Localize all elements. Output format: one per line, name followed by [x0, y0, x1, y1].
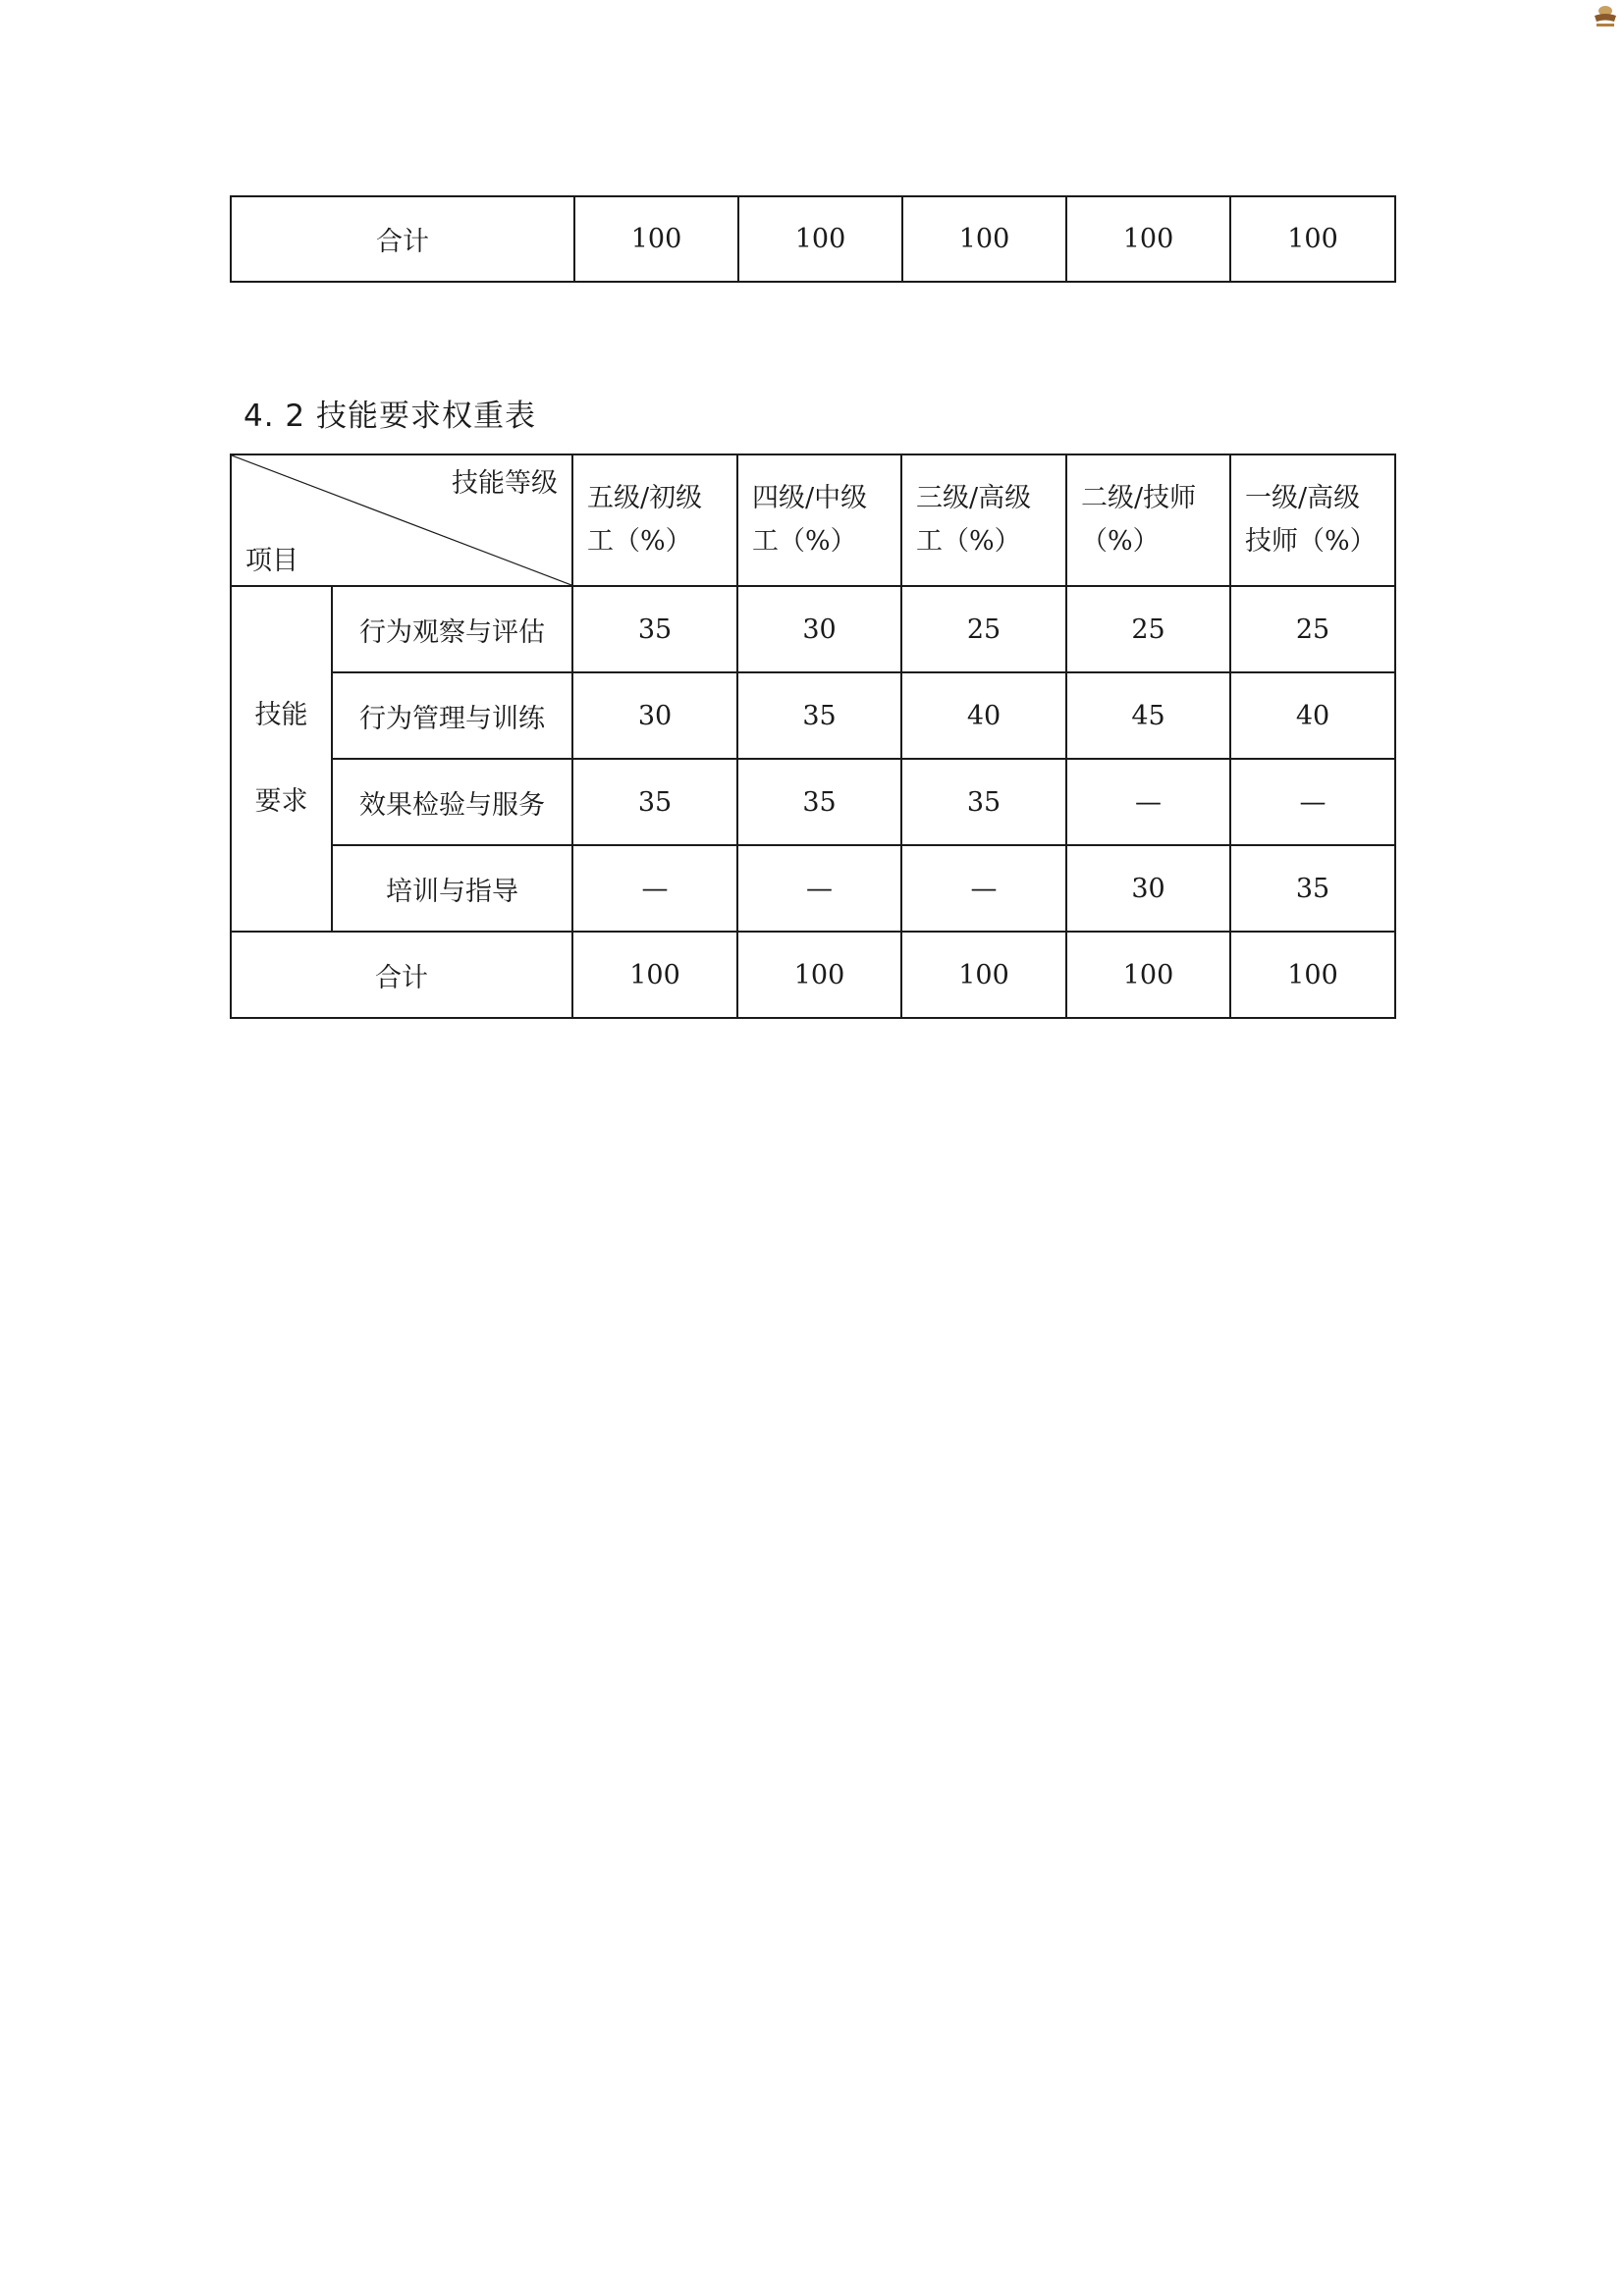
table-cell: 35	[572, 586, 737, 672]
table-cell: 25	[901, 586, 1066, 672]
total-value: 100	[737, 932, 901, 1018]
total-value: 100	[574, 196, 738, 282]
level-header-line: （%）	[1081, 526, 1160, 557]
level-header	[737, 454, 901, 586]
table-row	[231, 759, 1395, 845]
table-cell: 25	[1066, 586, 1230, 672]
total-row	[231, 932, 1395, 1018]
corner-bottom-label: 项目	[245, 546, 298, 576]
row-label: 培训与指导	[332, 845, 572, 932]
total-value: 100	[1066, 196, 1230, 282]
total-value: 100	[902, 196, 1066, 282]
total-row	[231, 196, 1395, 282]
table-cell: 35	[737, 759, 901, 845]
corner-header-cell	[231, 454, 572, 586]
table-row	[231, 845, 1395, 932]
table-row	[231, 586, 1395, 672]
row-label: 行为观察与评估	[332, 586, 572, 672]
table-cell: —	[572, 845, 737, 932]
table-cell: —	[901, 845, 1066, 932]
table-cell: —	[1066, 759, 1230, 845]
skill-weight-table	[230, 454, 1396, 1019]
section-title: 4. 2 技能要求权重表	[244, 399, 537, 434]
table-cell: 30	[572, 672, 737, 759]
level-header	[1066, 454, 1230, 586]
level-header-line: 三级/高级	[916, 483, 1032, 513]
corner-top-label: 技能等级	[452, 468, 558, 499]
table-cell: 30	[737, 586, 901, 672]
level-header	[572, 454, 737, 586]
level-header-line: 工（%）	[916, 526, 1021, 557]
table-row	[231, 672, 1395, 759]
table-cell: 35	[1230, 845, 1395, 932]
category-label: 要求	[254, 786, 308, 817]
row-label: 效果检验与服务	[332, 759, 572, 845]
header-row	[231, 454, 1395, 586]
previous-weight-table-total	[230, 195, 1396, 283]
total-value: 100	[1066, 932, 1230, 1018]
level-header	[1230, 454, 1395, 586]
table-cell: 30	[1066, 845, 1230, 932]
total-value: 100	[738, 196, 902, 282]
table-cell: 35	[572, 759, 737, 845]
table-cell: 45	[1066, 672, 1230, 759]
level-header-line: 一级/高级	[1245, 483, 1361, 513]
table-cell: 35	[901, 759, 1066, 845]
total-label: 合计	[231, 196, 574, 282]
level-header-line: 四级/中级	[752, 483, 868, 513]
row-label: 行为管理与训练	[332, 672, 572, 759]
table-cell: —	[737, 845, 901, 932]
total-value: 100	[1230, 196, 1395, 282]
table-cell: 35	[737, 672, 901, 759]
level-header-line: 工（%）	[752, 526, 857, 557]
total-value: 100	[901, 932, 1066, 1018]
level-header	[901, 454, 1066, 586]
category-label: 技能	[254, 700, 308, 730]
table-cell: 25	[1230, 586, 1395, 672]
total-value: 100	[1230, 932, 1395, 1018]
total-value: 100	[572, 932, 737, 1018]
total-label: 合计	[231, 932, 572, 1018]
level-header-line: 二级/技师	[1081, 483, 1197, 513]
table-cell: 40	[901, 672, 1066, 759]
category-cell	[231, 586, 332, 932]
level-header-line: 工（%）	[587, 526, 692, 557]
table-cell: 40	[1230, 672, 1395, 759]
level-header-line: 五级/初级	[587, 483, 703, 513]
table-cell: —	[1230, 759, 1395, 845]
logo-icon	[1591, 2, 1620, 31]
level-header-line: 技师（%）	[1245, 526, 1377, 557]
